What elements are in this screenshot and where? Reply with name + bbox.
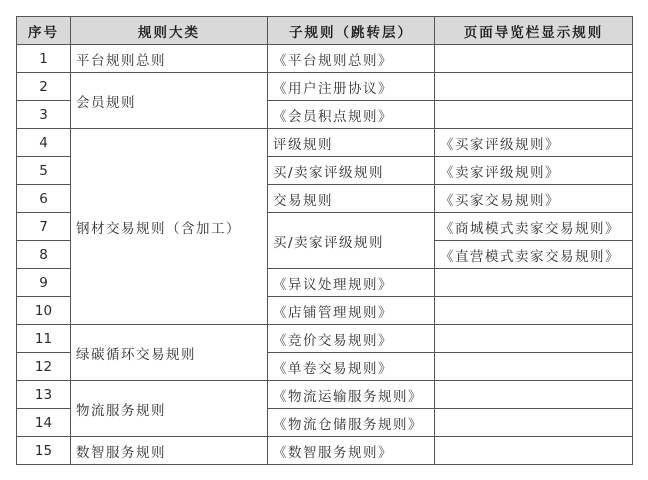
row-display — [435, 325, 633, 353]
row-no: 9 — [17, 269, 71, 297]
row-no: 8 — [17, 241, 71, 269]
row-no: 2 — [17, 73, 71, 101]
row-sub-rule: 买/卖家评级规则 — [268, 213, 435, 269]
row-display — [435, 297, 633, 325]
row-display — [435, 269, 633, 297]
row-sub-rule: 《单卷交易规则》 — [268, 353, 435, 381]
row-display — [435, 101, 633, 129]
row-display — [435, 45, 633, 73]
row-sub-rule: 《平台规则总则》 — [268, 45, 435, 73]
row-display — [435, 381, 633, 409]
row-display: 《买家评级规则》 — [435, 129, 633, 157]
row-no: 6 — [17, 185, 71, 213]
row-category: 数智服务规则 — [71, 437, 268, 465]
row-sub-rule: 《物流仓储服务规则》 — [268, 409, 435, 437]
row-display — [435, 73, 633, 101]
table-row — [17, 325, 633, 353]
row-display — [435, 409, 633, 437]
row-display: 《卖家评级规则》 — [435, 157, 633, 185]
row-display — [435, 437, 633, 465]
row-sub-rule: 《异议处理规则》 — [268, 269, 435, 297]
table-row — [17, 73, 633, 101]
row-no: 5 — [17, 157, 71, 185]
row-no: 13 — [17, 381, 71, 409]
table-row — [17, 437, 633, 465]
row-no: 3 — [17, 101, 71, 129]
row-no: 12 — [17, 353, 71, 381]
row-display: 《直营模式卖家交易规则》 — [435, 241, 633, 269]
table-row — [17, 381, 633, 409]
row-sub-rule: 交易规则 — [268, 185, 435, 213]
row-sub-rule: 《物流运输服务规则》 — [268, 381, 435, 409]
header-category: 规则大类 — [71, 17, 268, 45]
row-category: 会员规则 — [71, 73, 268, 129]
header-row — [17, 17, 633, 45]
header-no: 序号 — [17, 17, 71, 45]
row-category: 物流服务规则 — [71, 381, 268, 437]
row-display: 《买家交易规则》 — [435, 185, 633, 213]
row-sub-rule: 《会员积点规则》 — [268, 101, 435, 129]
row-sub-rule: 评级规则 — [268, 129, 435, 157]
row-no: 11 — [17, 325, 71, 353]
row-category: 平台规则总则 — [71, 45, 268, 73]
row-sub-rule: 《数智服务规则》 — [268, 437, 435, 465]
row-no: 15 — [17, 437, 71, 465]
row-display — [435, 353, 633, 381]
table-row — [17, 129, 633, 157]
rules-table-container — [16, 16, 632, 465]
row-no: 14 — [17, 409, 71, 437]
row-sub-rule: 《用户注册协议》 — [268, 73, 435, 101]
table-row — [17, 45, 633, 73]
row-category: 钢材交易规则（含加工） — [71, 129, 268, 325]
row-sub-rule: 《店铺管理规则》 — [268, 297, 435, 325]
row-category: 绿碳循环交易规则 — [71, 325, 268, 381]
header-display: 页面导览栏显示规则 — [435, 17, 633, 45]
row-display: 《商城模式卖家交易规则》 — [435, 213, 633, 241]
rules-table — [16, 16, 633, 465]
header-sub-rule: 子规则（跳转层） — [268, 17, 435, 45]
row-sub-rule: 《竞价交易规则》 — [268, 325, 435, 353]
row-no: 7 — [17, 213, 71, 241]
row-sub-rule: 买/卖家评级规则 — [268, 157, 435, 185]
row-no: 10 — [17, 297, 71, 325]
row-no: 4 — [17, 129, 71, 157]
row-no: 1 — [17, 45, 71, 73]
